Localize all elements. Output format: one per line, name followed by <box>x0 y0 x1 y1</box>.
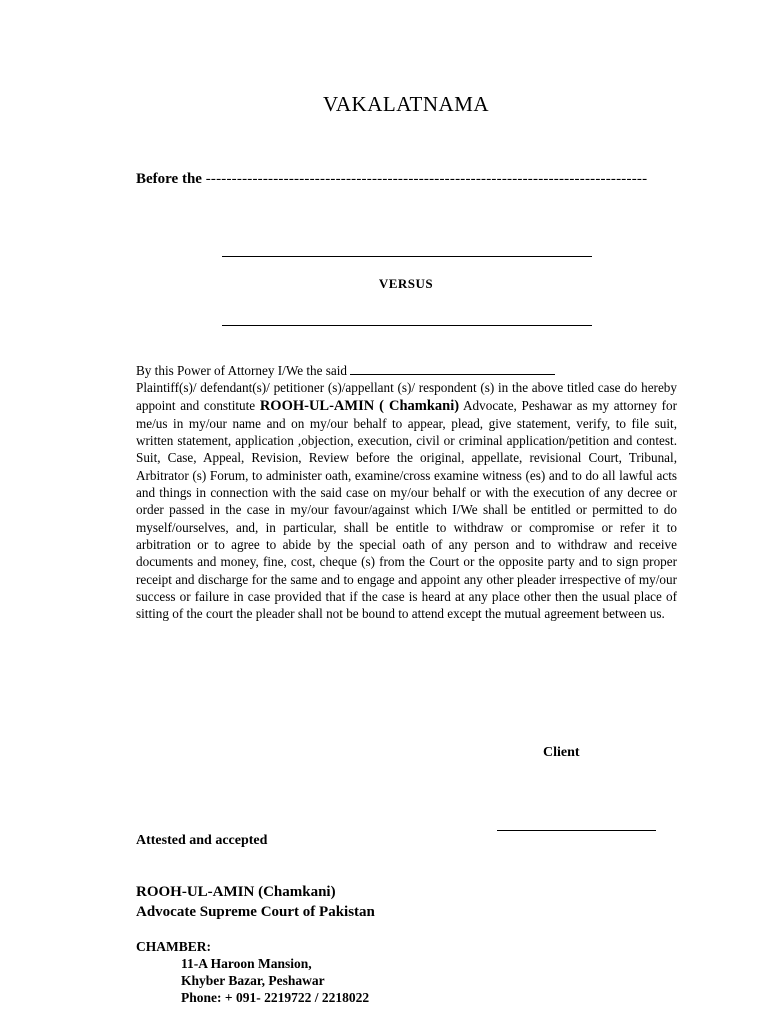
party-two-line <box>222 325 592 326</box>
client-label: Client <box>543 745 580 760</box>
versus-label: VERSUS <box>378 276 434 291</box>
chamber-label: CHAMBER: <box>136 939 211 954</box>
party-one-line <box>222 256 592 257</box>
address-line-1: 11-A Haroon Mansion, <box>181 956 312 971</box>
signature-line <box>497 830 656 831</box>
attested-label: Attested and accepted <box>136 833 268 848</box>
court-blank-dashes: ------------------------------------------------------------------------------------- <box>205 171 648 187</box>
advocate-name-inline: ROOH-UL-AMIN ( Chamkani) <box>259 397 460 414</box>
paragraph-pre: Plaintiff(s)/ defendant(s)/ petitioner (s)/appellant (s)/ respondent (s) in the above titled case do hereby appoint and constitute <box>136 380 677 413</box>
address-line-2: Khyber Bazar, Peshawar <box>181 973 325 988</box>
paragraph-post: Advocate, Peshawar as my attorney for me/us in my/our name and on my/our behalf to appear, plead, give statement, verify, to file suit, written statement, application ,objection, execution, civil or criminal application/petition and contest. Suit, Case, Appeal, Revision, Review before the original, appellate, revisional Court, Tribunal, Arbitrator (s) Forum, to administer oath, examine/cross examine witness (es) and to do all lawful acts and things in connection with the said case on my/our behalf or with the execution of any decree or order passed in the case in my/our favour/against which I/We shall be entitled or permitted to do myself/ourselves, and, in particular, shall be entitle to withdraw or compromise or refer it to arbitration or to agree to abide by the special oath of any person and to withdraw and receive documents and money, fine, cost, cheque (s) from the Court or the opposite party and to sign proper receipt and discharge for the same and to engage and appoint any other pleader irrespective of my/our success or failure in case provided that if the case is heard at any place other then the usual place of sitting of the court the pleader shall not be bound to attend except the mutual agreement between us. <box>136 397 678 622</box>
advocate-title: Advocate Supreme Court of Pakistan <box>136 904 375 920</box>
paragraph-lead: By this Power of Attorney I/We the said <box>136 363 348 378</box>
authority-paragraph <box>136 362 677 622</box>
court-line <box>136 171 647 188</box>
before-label: Before the <box>136 171 202 187</box>
name-blank-line <box>350 363 555 375</box>
phone-line: Phone: + 091- 2219722 / 2218022 <box>181 990 370 1005</box>
document-title: VAKALATNAMA <box>322 92 490 116</box>
advocate-name: ROOH-UL-AMIN (Chamkani) <box>136 884 336 900</box>
